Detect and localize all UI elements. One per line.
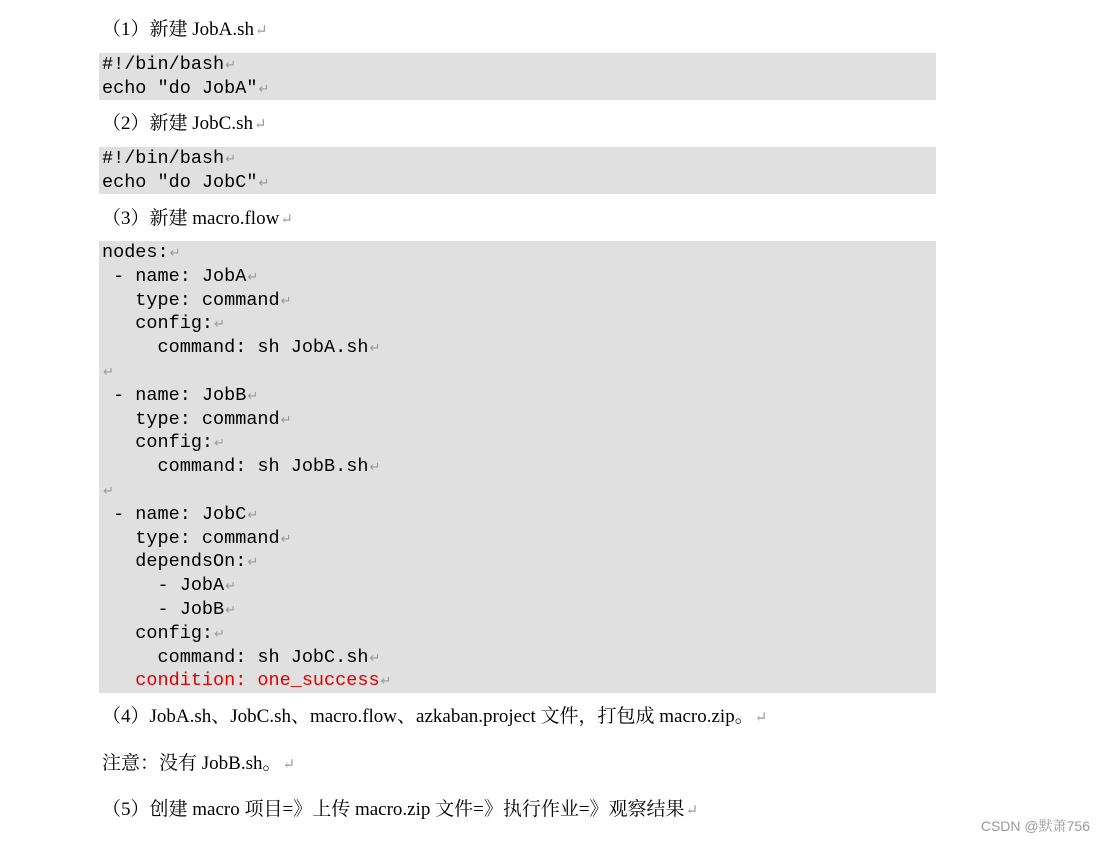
paragraph-mark-icon: ↵: [214, 436, 225, 452]
paragraph-mark-icon: ↵: [380, 674, 392, 690]
paragraph-mark-icon: ↵: [103, 364, 114, 380]
note-text: 注意：没有 JobB.sh。: [102, 753, 282, 774]
code-line: #!/bin/bash↵: [102, 54, 237, 75]
code-line: type: command↵: [102, 289, 292, 311]
paragraph-mark-icon: ↵: [280, 412, 292, 428]
paragraph-mark-icon: ↵: [247, 555, 259, 571]
paragraph-mark-icon: ↵: [253, 117, 267, 133]
code-line: config:↵: [102, 622, 225, 644]
code-block-jobc: [99, 147, 936, 194]
step3-heading: [102, 207, 293, 232]
code-line: type: command↵: [102, 408, 292, 430]
note-paragraph: [102, 752, 295, 777]
paragraph-mark-icon: ↵: [282, 757, 296, 773]
paragraph-mark-icon: ↵: [754, 710, 768, 726]
code-line: - JobA↵: [102, 575, 237, 597]
paragraph-mark-icon: ↵: [255, 23, 268, 39]
paragraph-mark-icon: ↵: [685, 803, 699, 819]
code-line: command: sh JobC.sh↵: [102, 646, 381, 668]
paragraph-mark-icon: ↵: [258, 81, 270, 97]
paragraph-mark-icon: ↵: [214, 626, 225, 642]
code-line: nodes:↵: [102, 242, 181, 263]
code-line: config:↵: [102, 313, 225, 335]
paragraph-mark-icon: ↵: [369, 650, 381, 666]
step1-heading: [102, 18, 268, 43]
paragraph-mark-icon: ↵: [225, 602, 237, 618]
paragraph-mark-icon: ↵: [225, 579, 237, 595]
code-line: config:↵: [102, 432, 225, 454]
step1-text: （1）新建 JobA.sh: [102, 19, 255, 40]
step2-text: （2）新建 JobC.sh: [102, 113, 253, 134]
step4-paragraph: [102, 705, 767, 730]
paragraph-mark-icon: ↵: [247, 507, 259, 523]
paragraph-mark-icon: ↵: [214, 317, 225, 333]
step5-paragraph: [102, 798, 698, 823]
paragraph-mark-icon: ↵: [247, 269, 259, 285]
paragraph-mark-icon: ↵: [225, 152, 237, 167]
paragraph-mark-icon: ↵: [369, 460, 381, 476]
code-block-joba: [99, 53, 936, 100]
code-line: - name: JobB↵: [102, 384, 259, 406]
code-line: - JobB↵: [102, 598, 237, 620]
step3-text: （3）新建 macro.flow: [102, 208, 280, 229]
paragraph-mark-icon: ↵: [369, 341, 381, 357]
step5-text: （5）创建 macro 项目=》上传 macro.zip 文件=》执行作业=》观察结果: [102, 799, 685, 820]
code-line-empty: [102, 479, 936, 503]
code-line: #!/bin/bash↵: [102, 148, 237, 169]
paragraph-mark-icon: ↵: [247, 388, 259, 404]
code-block-macro-flow: [99, 241, 936, 693]
code-line: echo "do JobC"↵: [102, 171, 270, 193]
code-line: echo "do JobA"↵: [102, 77, 270, 99]
paragraph-mark-icon: ↵: [280, 531, 292, 547]
step2-heading: [102, 112, 267, 137]
code-line: - name: JobC↵: [102, 503, 259, 525]
paragraph-mark-icon: ↵: [280, 293, 292, 309]
code-line: command: sh JobB.sh↵: [102, 456, 381, 478]
code-line-empty: [102, 360, 936, 384]
paragraph-mark-icon: ↵: [258, 175, 270, 191]
code-line: type: command↵: [102, 527, 292, 549]
code-line: dependsOn:↵: [102, 551, 259, 573]
step4-text: （4）JobA.sh、JobC.sh、macro.flow、azkaban.project 文件，打包成 macro.zip。: [102, 706, 754, 727]
paragraph-mark-icon: ↵: [169, 246, 181, 261]
watermark: CSDN @默萧756: [980, 818, 1090, 834]
paragraph-mark-icon: ↵: [280, 212, 293, 228]
code-line: command: sh JobA.sh↵: [102, 337, 381, 359]
paragraph-mark-icon: ↵: [103, 483, 114, 499]
code-line-condition: condition: one_success↵: [102, 670, 392, 692]
paragraph-mark-icon: ↵: [225, 58, 237, 73]
code-line: - name: JobA↵: [102, 265, 259, 287]
